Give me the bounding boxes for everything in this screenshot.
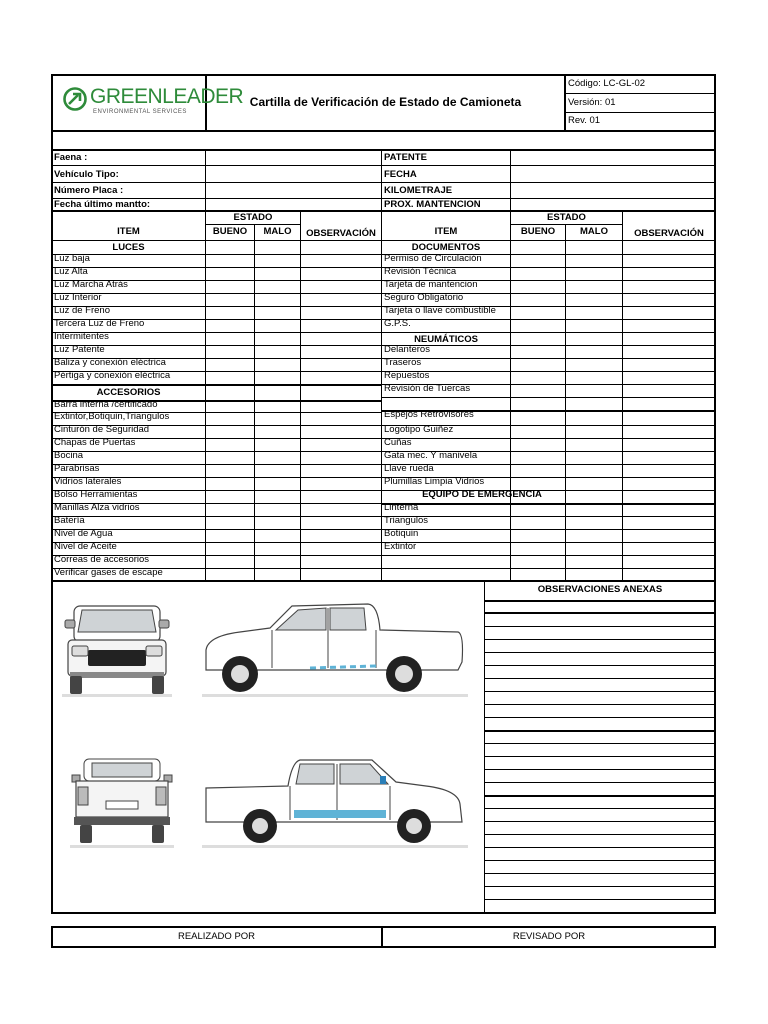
- divider: [485, 873, 715, 874]
- divider: [205, 211, 206, 581]
- observacion-header-left: OBSERVACIÓN: [306, 228, 376, 239]
- bueno-checkbox[interactable]: [511, 439, 565, 450]
- divider: [485, 808, 715, 809]
- patente-label: PATENTE: [384, 152, 427, 163]
- malo-checkbox[interactable]: [255, 452, 300, 463]
- malo-checkbox[interactable]: [255, 307, 300, 318]
- observacion-field[interactable]: [301, 359, 381, 370]
- bueno-checkbox[interactable]: [206, 504, 254, 515]
- bueno-checkbox[interactable]: [511, 411, 565, 422]
- observacion-field[interactable]: [301, 281, 381, 292]
- observacion-field[interactable]: [301, 401, 381, 412]
- divider: [382, 332, 715, 333]
- bueno-checkbox[interactable]: [206, 569, 254, 580]
- checklist-item-left: Intermitentes: [54, 331, 109, 342]
- checklist-item-left: Barra interna /certificado: [54, 399, 158, 410]
- divider: [485, 886, 715, 887]
- divider: [485, 691, 715, 692]
- truck-front-view: [62, 602, 172, 698]
- malo-checkbox[interactable]: [255, 530, 300, 541]
- malo-checkbox[interactable]: [566, 268, 622, 279]
- divider: [382, 568, 715, 569]
- bueno-header-right: BUENO: [520, 226, 556, 237]
- malo-checkbox[interactable]: [566, 294, 622, 305]
- observacion-field[interactable]: [623, 504, 715, 515]
- bueno-checkbox[interactable]: [206, 491, 254, 502]
- placa-label: Número Placa :: [54, 185, 124, 196]
- checklist-item-left: Luz Patente: [54, 344, 105, 355]
- bueno-checkbox[interactable]: [511, 294, 565, 305]
- checklist-item-left: Luz Marcha Atrás: [54, 279, 128, 290]
- checklist-item-right: Logotipo Guiñez: [384, 424, 454, 435]
- checklist-item-left: Nivel de Aceite: [54, 541, 117, 552]
- observacion-field[interactable]: [301, 452, 381, 463]
- checklist-item-left: Cinturón de Seguridad: [54, 424, 150, 435]
- estado-header-right: ESTADO: [547, 212, 586, 223]
- bueno-checkbox[interactable]: [511, 385, 565, 396]
- observacion-field[interactable]: [301, 413, 381, 424]
- checklist-item-right: Linterna: [384, 502, 419, 513]
- bueno-checkbox[interactable]: [511, 372, 565, 383]
- malo-checkbox[interactable]: [566, 359, 622, 370]
- divider: [485, 639, 715, 640]
- checklist-item-left: Luz Interior: [54, 292, 102, 303]
- checklist-item-left: Correas de accesorios: [54, 554, 150, 565]
- bueno-checkbox[interactable]: [206, 517, 254, 528]
- divider: [485, 626, 715, 627]
- observacion-field[interactable]: [623, 320, 715, 331]
- checklist-item-right: Revisión Técnica: [384, 266, 457, 277]
- observacion-field[interactable]: [623, 478, 715, 489]
- divider: [485, 821, 715, 822]
- truck-right-side-view: [200, 756, 468, 852]
- bueno-checkbox[interactable]: [206, 556, 254, 567]
- malo-checkbox[interactable]: [255, 543, 300, 554]
- observacion-field[interactable]: [623, 411, 715, 422]
- divider: [485, 704, 715, 705]
- leaf-arrow-icon: [62, 86, 88, 112]
- divider: [381, 211, 382, 581]
- bueno-checkbox[interactable]: [511, 307, 565, 318]
- divider: [485, 652, 715, 653]
- fecha-label: FECHA: [384, 169, 417, 180]
- observacion-field[interactable]: [301, 504, 381, 515]
- checklist-item-right: Permiso de Circulación: [384, 253, 482, 264]
- divider: [485, 743, 715, 744]
- divider: [300, 211, 301, 581]
- bueno-checkbox[interactable]: [206, 426, 254, 437]
- malo-checkbox[interactable]: [255, 320, 300, 331]
- item-header-left: ITEM: [117, 226, 140, 237]
- observacion-field[interactable]: [623, 268, 715, 279]
- checklist-item-left: Verificar gases de escape: [54, 567, 163, 578]
- bueno-checkbox[interactable]: [511, 452, 565, 463]
- checklist-item-right: Revisión de Tuercas: [384, 383, 471, 394]
- bueno-checkbox[interactable]: [206, 465, 254, 476]
- bueno-checkbox[interactable]: [511, 426, 565, 437]
- observacion-field[interactable]: [301, 307, 381, 318]
- malo-checkbox[interactable]: [566, 281, 622, 292]
- checklist-item-left: Batería: [54, 515, 85, 526]
- divider: [565, 112, 715, 113]
- bueno-checkbox[interactable]: [206, 307, 254, 318]
- truck-left-side-view: [200, 600, 468, 700]
- bueno-checkbox[interactable]: [511, 478, 565, 489]
- patente-input[interactable]: [511, 150, 715, 165]
- malo-checkbox[interactable]: [255, 401, 300, 412]
- observacion-field[interactable]: [301, 491, 381, 502]
- observacion-field[interactable]: [623, 465, 715, 476]
- divider: [510, 211, 511, 581]
- section-luces: LUCES: [112, 242, 145, 253]
- item-header-right: ITEM: [434, 226, 458, 237]
- section-emergencia: EQUIPO DE EMERGENCIA: [422, 489, 542, 500]
- checklist-item-right: Gata mec. Y manivela: [384, 450, 478, 461]
- divider: [485, 834, 715, 835]
- malo-checkbox[interactable]: [566, 385, 622, 396]
- checklist-item-left: Luz Alta: [54, 266, 88, 277]
- malo-checkbox[interactable]: [255, 465, 300, 476]
- observacion-field[interactable]: [623, 359, 715, 370]
- checklist-item-left: Nivel de Agua: [54, 528, 113, 539]
- malo-checkbox[interactable]: [255, 517, 300, 528]
- observacion-field[interactable]: [301, 426, 381, 437]
- faena-label: Faena :: [54, 152, 88, 163]
- malo-checkbox[interactable]: [255, 372, 300, 383]
- divider: [564, 74, 566, 132]
- divider: [485, 860, 715, 861]
- malo-checkbox[interactable]: [255, 504, 300, 515]
- divider: [485, 678, 715, 679]
- checklist-item-right: Delanteros: [384, 344, 430, 355]
- divider: [485, 717, 715, 718]
- malo-checkbox[interactable]: [255, 359, 300, 370]
- bueno-checkbox[interactable]: [511, 320, 565, 331]
- malo-checkbox[interactable]: [255, 491, 300, 502]
- observacion-field[interactable]: [623, 385, 715, 396]
- estado-header-left: ESTADO: [233, 212, 273, 223]
- checklist-item-left: Bolso Herramientas: [54, 489, 138, 500]
- divider: [52, 384, 381, 386]
- logo-main-text: GREENLEADER: [90, 85, 244, 108]
- malo-checkbox[interactable]: [566, 504, 622, 515]
- faena-input[interactable]: [206, 150, 381, 165]
- bueno-checkbox[interactable]: [206, 359, 254, 370]
- malo-checkbox[interactable]: [566, 346, 622, 357]
- checklist-item-right: Triangulos: [384, 515, 429, 526]
- malo-checkbox[interactable]: [566, 426, 622, 437]
- observacion-field[interactable]: [301, 517, 381, 528]
- observacion-field[interactable]: [301, 530, 381, 541]
- bueno-checkbox[interactable]: [206, 530, 254, 541]
- divider: [485, 600, 716, 602]
- checklist-item-left: Bocina: [54, 450, 84, 461]
- bueno-checkbox[interactable]: [511, 543, 565, 554]
- observacion-field[interactable]: [623, 530, 715, 541]
- observacion-field[interactable]: [301, 294, 381, 305]
- malo-checkbox[interactable]: [566, 372, 622, 383]
- observacion-field[interactable]: [623, 255, 715, 266]
- observacion-field[interactable]: [623, 281, 715, 292]
- bueno-checkbox[interactable]: [206, 401, 254, 412]
- bueno-checkbox[interactable]: [206, 346, 254, 357]
- observacion-field[interactable]: [301, 439, 381, 450]
- placa-input[interactable]: [206, 183, 381, 198]
- malo-checkbox[interactable]: [566, 543, 622, 554]
- divider: [485, 847, 715, 848]
- observacion-field[interactable]: [301, 478, 381, 489]
- logo-sub-text: ENVIRONMENTAL SERVICES: [93, 109, 187, 115]
- observacion-field[interactable]: [301, 569, 381, 580]
- checklist-item-right: Botiquin: [384, 528, 419, 539]
- checklist-item-left: Luz baja: [54, 253, 90, 264]
- bueno-checkbox[interactable]: [511, 530, 565, 541]
- divider: [382, 555, 715, 556]
- observacion-field[interactable]: [301, 255, 381, 266]
- observacion-field[interactable]: [623, 543, 715, 554]
- malo-checkbox[interactable]: [255, 556, 300, 567]
- section-neumaticos: NEUMÁTICOS: [414, 334, 478, 345]
- company-logo: [62, 84, 244, 120]
- checklist-item-right: Extintor: [384, 541, 417, 552]
- bueno-checkbox[interactable]: [511, 517, 565, 528]
- divider: [622, 211, 623, 581]
- checklist-item-left: Vidrios laterales: [54, 476, 122, 487]
- malo-checkbox[interactable]: [566, 411, 622, 422]
- checklist-item-left: Baliza y conexión eléctrica: [54, 357, 166, 368]
- observacion-field[interactable]: [301, 372, 381, 383]
- bueno-checkbox[interactable]: [511, 504, 565, 515]
- divider: [485, 899, 715, 900]
- malo-checkbox[interactable]: [255, 333, 300, 344]
- bueno-checkbox[interactable]: [206, 333, 254, 344]
- bueno-checkbox[interactable]: [206, 439, 254, 450]
- bueno-checkbox[interactable]: [511, 465, 565, 476]
- observacion-field[interactable]: [623, 307, 715, 318]
- bueno-checkbox[interactable]: [206, 320, 254, 331]
- bueno-checkbox[interactable]: [206, 281, 254, 292]
- checklist-item-left: Luz de Freno: [54, 305, 110, 316]
- section-accesorios: ACCESORIOS: [96, 387, 161, 398]
- revisado-por-label: REVISADO POR: [512, 931, 586, 942]
- mantto-label: Fecha último mantto:: [54, 199, 151, 210]
- observacion-field[interactable]: [623, 372, 715, 383]
- fecha-input[interactable]: [511, 166, 715, 182]
- observacion-field[interactable]: [301, 346, 381, 357]
- divider: [485, 795, 715, 797]
- divider: [565, 93, 715, 94]
- checklist-item-left: Extintor,Botiquin,Triangulos: [54, 411, 170, 422]
- observaciones-title: OBSERVACIONES ANEXAS: [537, 584, 663, 595]
- checklist-item-left: Parabrisas: [54, 463, 100, 474]
- malo-checkbox[interactable]: [566, 478, 622, 489]
- divider: [511, 224, 622, 225]
- checklist-item-right: Tarjeta de mantencion: [384, 279, 478, 290]
- checklist-item-left: Manillas Alza vidrios: [54, 502, 140, 513]
- observacion-field[interactable]: [623, 439, 715, 450]
- malo-checkbox[interactable]: [255, 478, 300, 489]
- divider: [485, 665, 715, 666]
- bueno-checkbox[interactable]: [511, 359, 565, 370]
- prox-mantencion-label: PROX. MANTENCION: [384, 199, 481, 210]
- checklist-item-right: Seguro Obligatorio: [384, 292, 464, 303]
- observacion-field[interactable]: [623, 452, 715, 463]
- divider: [485, 782, 715, 783]
- bueno-header-left: BUENO: [212, 226, 248, 237]
- observacion-field[interactable]: [301, 268, 381, 279]
- prox-mantencion-input[interactable]: [511, 199, 715, 210]
- rev-text: Rev. 01: [568, 115, 601, 126]
- checklist-item-right: Llave rueda: [384, 463, 434, 474]
- section-documentos: DOCUMENTOS: [411, 242, 481, 253]
- observacion-field[interactable]: [623, 346, 715, 357]
- malo-checkbox[interactable]: [255, 569, 300, 580]
- mantto-input[interactable]: [206, 199, 381, 210]
- observacion-header-right: OBSERVACIÓN: [634, 228, 704, 239]
- checklist-item-right: Cuñas: [384, 437, 412, 448]
- checklist-item-right: Repuestos: [384, 370, 430, 381]
- checklist-item-left: Chapas de Puertas: [54, 437, 136, 448]
- malo-checkbox[interactable]: [566, 255, 622, 266]
- malo-checkbox[interactable]: [566, 517, 622, 528]
- malo-checkbox[interactable]: [566, 530, 622, 541]
- malo-checkbox[interactable]: [255, 255, 300, 266]
- vehiculo-input[interactable]: [206, 166, 381, 182]
- observacion-field[interactable]: [301, 543, 381, 554]
- malo-checkbox[interactable]: [566, 320, 622, 331]
- kilometraje-input[interactable]: [511, 183, 715, 198]
- malo-checkbox[interactable]: [566, 452, 622, 463]
- truck-rear-view: [70, 757, 174, 851]
- malo-checkbox[interactable]: [255, 426, 300, 437]
- bueno-checkbox[interactable]: [511, 346, 565, 357]
- bueno-checkbox[interactable]: [206, 372, 254, 383]
- checklist-item-right: Traseros: [384, 357, 422, 368]
- page-title: Cartilla de Verificación de Estado de Camioneta: [249, 95, 522, 109]
- observacion-field[interactable]: [623, 517, 715, 528]
- bueno-checkbox[interactable]: [206, 255, 254, 266]
- divider: [485, 756, 715, 757]
- malo-checkbox[interactable]: [255, 281, 300, 292]
- checklist-item-right: Espejos Retrovisores: [384, 409, 474, 420]
- divider: [485, 612, 716, 614]
- malo-checkbox[interactable]: [255, 294, 300, 305]
- malo-checkbox[interactable]: [566, 439, 622, 450]
- bueno-checkbox[interactable]: [511, 268, 565, 279]
- checklist-item-left: Tercera Luz de Freno: [54, 318, 145, 329]
- malo-checkbox[interactable]: [255, 413, 300, 424]
- bueno-checkbox[interactable]: [206, 294, 254, 305]
- observacion-field[interactable]: [623, 294, 715, 305]
- vehiculo-label: Vehículo Tipo:: [54, 169, 119, 180]
- checklist-item-right: Plumillas Limpia Vidrios: [384, 476, 485, 487]
- divider: [484, 581, 485, 914]
- divider: [485, 730, 715, 732]
- observacion-field[interactable]: [623, 426, 715, 437]
- divider: [206, 224, 300, 225]
- bueno-checkbox[interactable]: [206, 478, 254, 489]
- bueno-checkbox[interactable]: [511, 281, 565, 292]
- realizado-por-label: REALIZADO POR: [177, 931, 256, 942]
- bueno-checkbox[interactable]: [206, 413, 254, 424]
- observacion-field[interactable]: [301, 320, 381, 331]
- codigo-text: Código: LC-GL-02: [568, 78, 646, 89]
- bueno-checkbox[interactable]: [511, 255, 565, 266]
- version-text: Versión: 01: [568, 97, 616, 108]
- divider: [381, 150, 382, 210]
- bueno-checkbox[interactable]: [206, 268, 254, 279]
- divider: [52, 240, 715, 241]
- malo-checkbox[interactable]: [255, 268, 300, 279]
- divider: [565, 225, 566, 581]
- divider: [254, 225, 255, 581]
- bueno-checkbox[interactable]: [206, 543, 254, 554]
- observacion-field[interactable]: [301, 465, 381, 476]
- malo-checkbox[interactable]: [566, 465, 622, 476]
- malo-checkbox[interactable]: [566, 307, 622, 318]
- bueno-checkbox[interactable]: [206, 452, 254, 463]
- kilometraje-label: KILOMETRAJE: [384, 185, 453, 196]
- checklist-item-right: Tarjeta o llave combustible: [384, 305, 496, 316]
- checklist-item-left: Pértiga y conexión eléctrica: [54, 370, 171, 381]
- observacion-field[interactable]: [301, 333, 381, 344]
- observacion-field[interactable]: [301, 556, 381, 567]
- divider: [485, 769, 715, 770]
- malo-header-left: MALO: [263, 226, 292, 237]
- malo-header-right: MALO: [580, 226, 608, 237]
- malo-checkbox[interactable]: [255, 439, 300, 450]
- divider: [382, 397, 715, 398]
- malo-checkbox[interactable]: [255, 346, 300, 357]
- divider: [51, 580, 716, 582]
- checklist-item-right: G.P.S.: [384, 318, 411, 329]
